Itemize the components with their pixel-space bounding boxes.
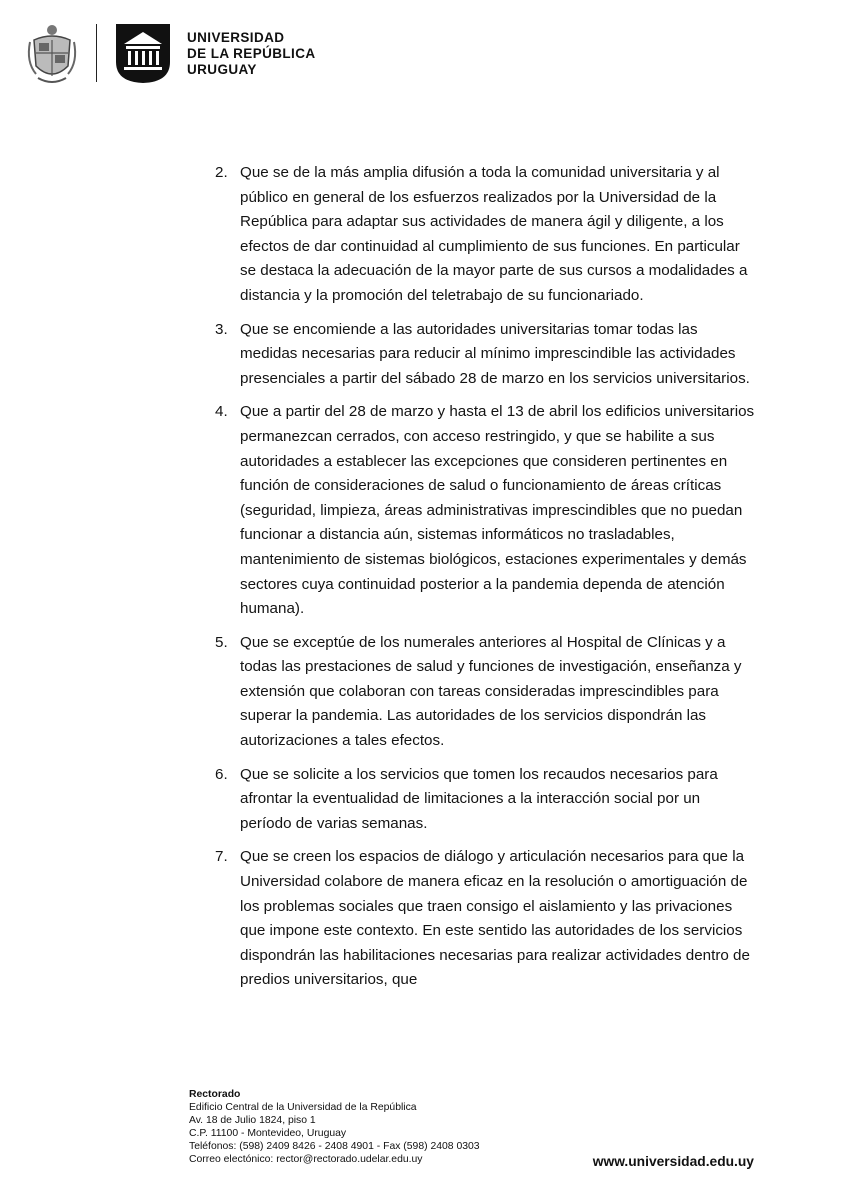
letterhead bbox=[0, 0, 848, 100]
item-number: 5. bbox=[215, 633, 228, 651]
footer-line: Correo electónico: rector@rectorado.udelar.edu.uy bbox=[189, 1154, 423, 1166]
list-item bbox=[215, 400, 755, 621]
item-number: 7. bbox=[215, 848, 228, 866]
list-item bbox=[215, 763, 755, 837]
header-divider bbox=[96, 24, 97, 82]
resolution-list bbox=[215, 161, 755, 1002]
website-link[interactable]: www.universidad.edu.uy bbox=[592, 1154, 754, 1169]
item-number: 2. bbox=[215, 164, 228, 181]
item-number: 6. bbox=[215, 765, 228, 783]
brand-line: UNIVERSIDAD bbox=[187, 30, 285, 45]
footer-line: Teléfonos: (598) 2409 8426 - 2408 4901 - Fax (598) 2408 0303 bbox=[189, 1141, 480, 1153]
footer-line: Av. 18 de Julio 1824, piso 1 bbox=[189, 1115, 316, 1127]
list-item bbox=[215, 845, 755, 993]
list-item bbox=[215, 631, 755, 754]
list-item bbox=[215, 161, 755, 309]
footer-line: Edificio Central de la Universidad de la República bbox=[189, 1102, 417, 1114]
item-text: Que se de la más amplia difusión a toda la comunidad universitaria y al público en general de los esfuerzos realizados por la Universidad de la República para adaptar sus actividades de manera ágil y diligente, a los efectos de dar continuidad al cumplimiento de sus funciones. En particular se destaca la adecuación de la mayor parte de sus cursos a modalidades a distancia y la promoción del teletrabajo de su funcionariado. bbox=[240, 164, 748, 304]
brand-line: DE LA REPÚBLICA bbox=[187, 46, 316, 61]
footer-address bbox=[189, 1088, 480, 1167]
item-text: Que se exceptúe de los numerales anteriores al Hospital de Clínicas y a todas las prestaciones de salud y funciones de investigación, enseñanza y extensión que colaboran con tareas consideradas imprescindibles para superar la pandemia. Las autoridades de los servicios dispondrán las autorizaciones a tales efectos. bbox=[240, 633, 742, 750]
item-text: Que a partir del 28 de marzo y hasta el 13 de abril los edificios universitarios permanezcan cerrados, con acceso restringido, y que se habilite a sus autoridades a establecer las excepciones que consideren pertinentes en función de consideraciones de salud o funcionamiento de áreas críticas (seguridad, limpieza, áreas administrativas imprescindibles que no puedan funcionar a distancia aún, sistemas informáticos no trasladables, mantenimiento de sistemas biológicos, estaciones experimentales y demás sectores cuya continuidad posterior a la pandemia dependa de atención humana). bbox=[240, 403, 755, 618]
item-text: Que se solicite a los servicios que tomen los recaudos necesarios para afrontar la eventualidad de limitaciones a la interacción social por un período de varias semanas. bbox=[240, 765, 718, 832]
footer-line: C.P. 11100 - Montevideo, Uruguay bbox=[189, 1128, 347, 1140]
university-name bbox=[187, 30, 316, 78]
footer-title: Rectorado bbox=[189, 1089, 241, 1100]
item-number: 3. bbox=[215, 320, 228, 338]
brand-line: URUGUAY bbox=[187, 62, 257, 77]
university-building-logo-icon bbox=[114, 22, 172, 84]
item-text: Que se creen los espacios de diálogo y articulación necesarios para que la Universidad colabore de manera eficaz en la resolución o amortiguación de los problemas sociales que traen consigo el aislamiento y las privaciones que impone este contexto. En este sentido las autoridades de los servicios dispondrán las habilitaciones necesarias para realizar actividades dentro de predios universitarios, que bbox=[240, 848, 750, 989]
item-number: 4. bbox=[215, 403, 228, 421]
coat-of-arms-icon bbox=[24, 22, 80, 88]
item-text: Que se encomiende a las autoridades universitarias tomar todas las medidas necesarias para reducir al mínimo imprescindible las actividades presenciales a partir del sábado 28 de marzo en los servicios universitarios. bbox=[240, 320, 750, 387]
list-item bbox=[215, 318, 755, 392]
